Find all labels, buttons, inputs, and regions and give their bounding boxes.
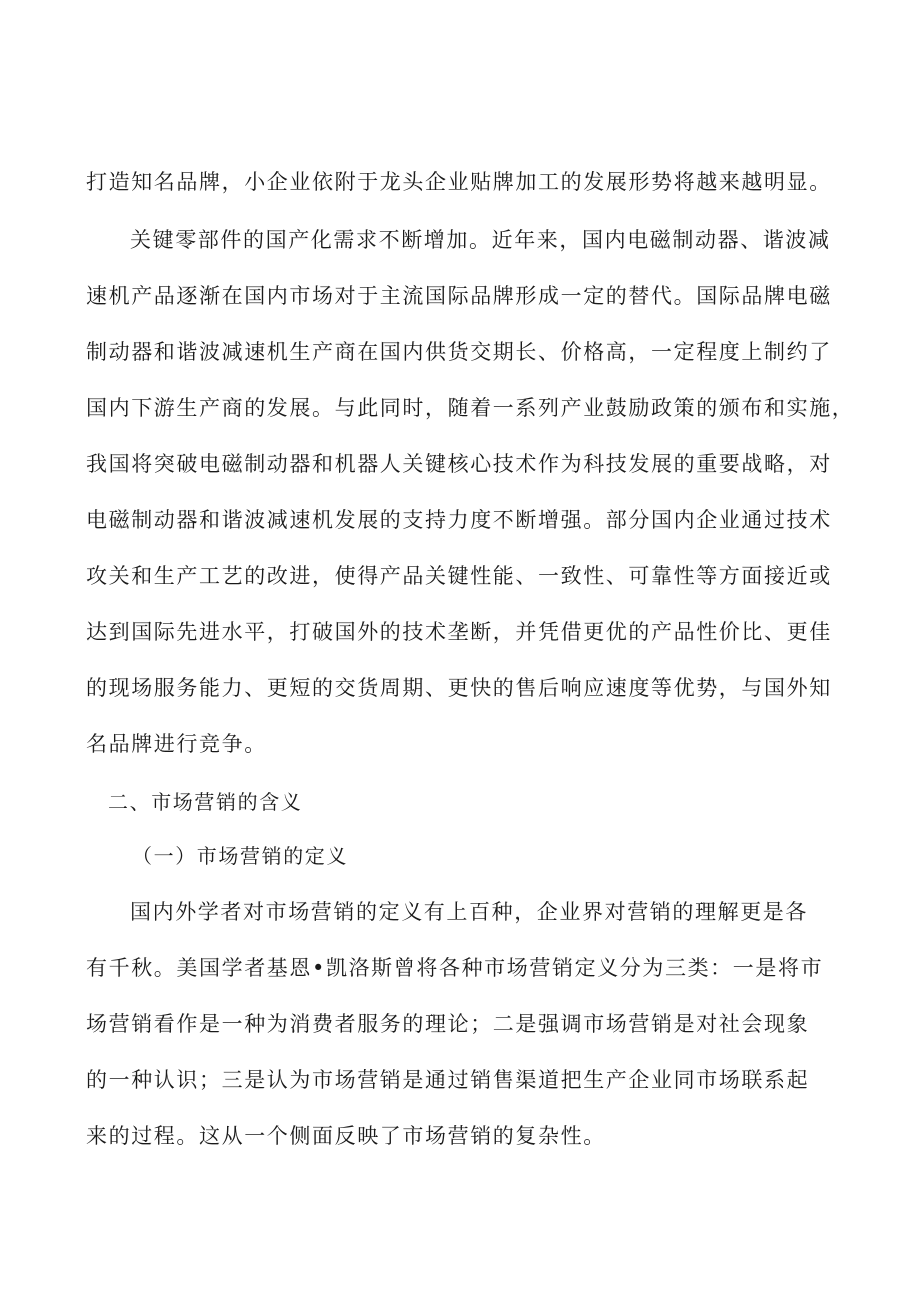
paragraph-2-line-9: 的现场服务能力、更短的交货周期、更快的售后响应速度等优势，与国外知 [86, 676, 832, 700]
paragraph-3-line-3: 场营销看作是一种为消费者服务的理论；二是强调市场营销是对社会现象 [86, 1012, 810, 1036]
paragraph-2-line-3: 制动器和谐波减速机生产商在国内供货交期长、价格高，一定程度上制约了 [86, 340, 832, 364]
paragraph-3-line-5: 来的过程。这从一个侧面反映了市场营销的复杂性。 [86, 1124, 606, 1148]
paragraph-3-line-1: 国内外学者对市场营销的定义有上百种，企业界对营销的理解更是各 [130, 900, 808, 924]
paragraph-2-line-6: 电磁制动器和谐波减速机发展的支持力度不断增强。部分国内企业通过技术 [86, 508, 832, 532]
section-heading: 二、市场营销的含义 [108, 790, 303, 814]
paragraph-1-line-1: 打造知名品牌，小企业依附于龙头企业贴牌加工的发展形势将越来越明显。 [86, 170, 832, 194]
paragraph-2-line-2: 速机产品逐渐在国内市场对于主流国际品牌形成一定的替代。国际品牌电磁 [86, 284, 832, 308]
paragraph-3-line-4: 的一种认识；三是认为市场营销是通过销售渠道把生产企业同市场联系起 [86, 1068, 810, 1092]
paragraph-2-line-7: 攻关和生产工艺的改进，使得产品关键性能、一致性、可靠性等方面接近或 [86, 564, 832, 588]
subsection-heading: （一）市场营销的定义 [132, 844, 348, 868]
paragraph-2-line-1: 关键零部件的国产化需求不断增加。近年来，国内电磁制动器、谐波减 [130, 228, 831, 252]
paragraph-2-line-10: 名品牌进行竞争。 [86, 732, 267, 756]
paragraph-2-line-8: 达到国际先进水平，打破国外的技术垄断，并凭借更优的产品性价比、更佳 [86, 620, 832, 644]
paragraph-3-line-2: 有千秋。美国学者基恩•凯洛斯曾将各种市场营销定义分为三类：一是将市 [86, 956, 824, 980]
paragraph-2-line-5: 我国将突破电磁制动器和机器人关键核心技术作为科技发展的重要战略，对 [86, 452, 832, 476]
paragraph-2-line-4: 国内下游生产商的发展。与此同时，随着一系列产业鼓励政策的颁布和实施， [86, 396, 855, 420]
